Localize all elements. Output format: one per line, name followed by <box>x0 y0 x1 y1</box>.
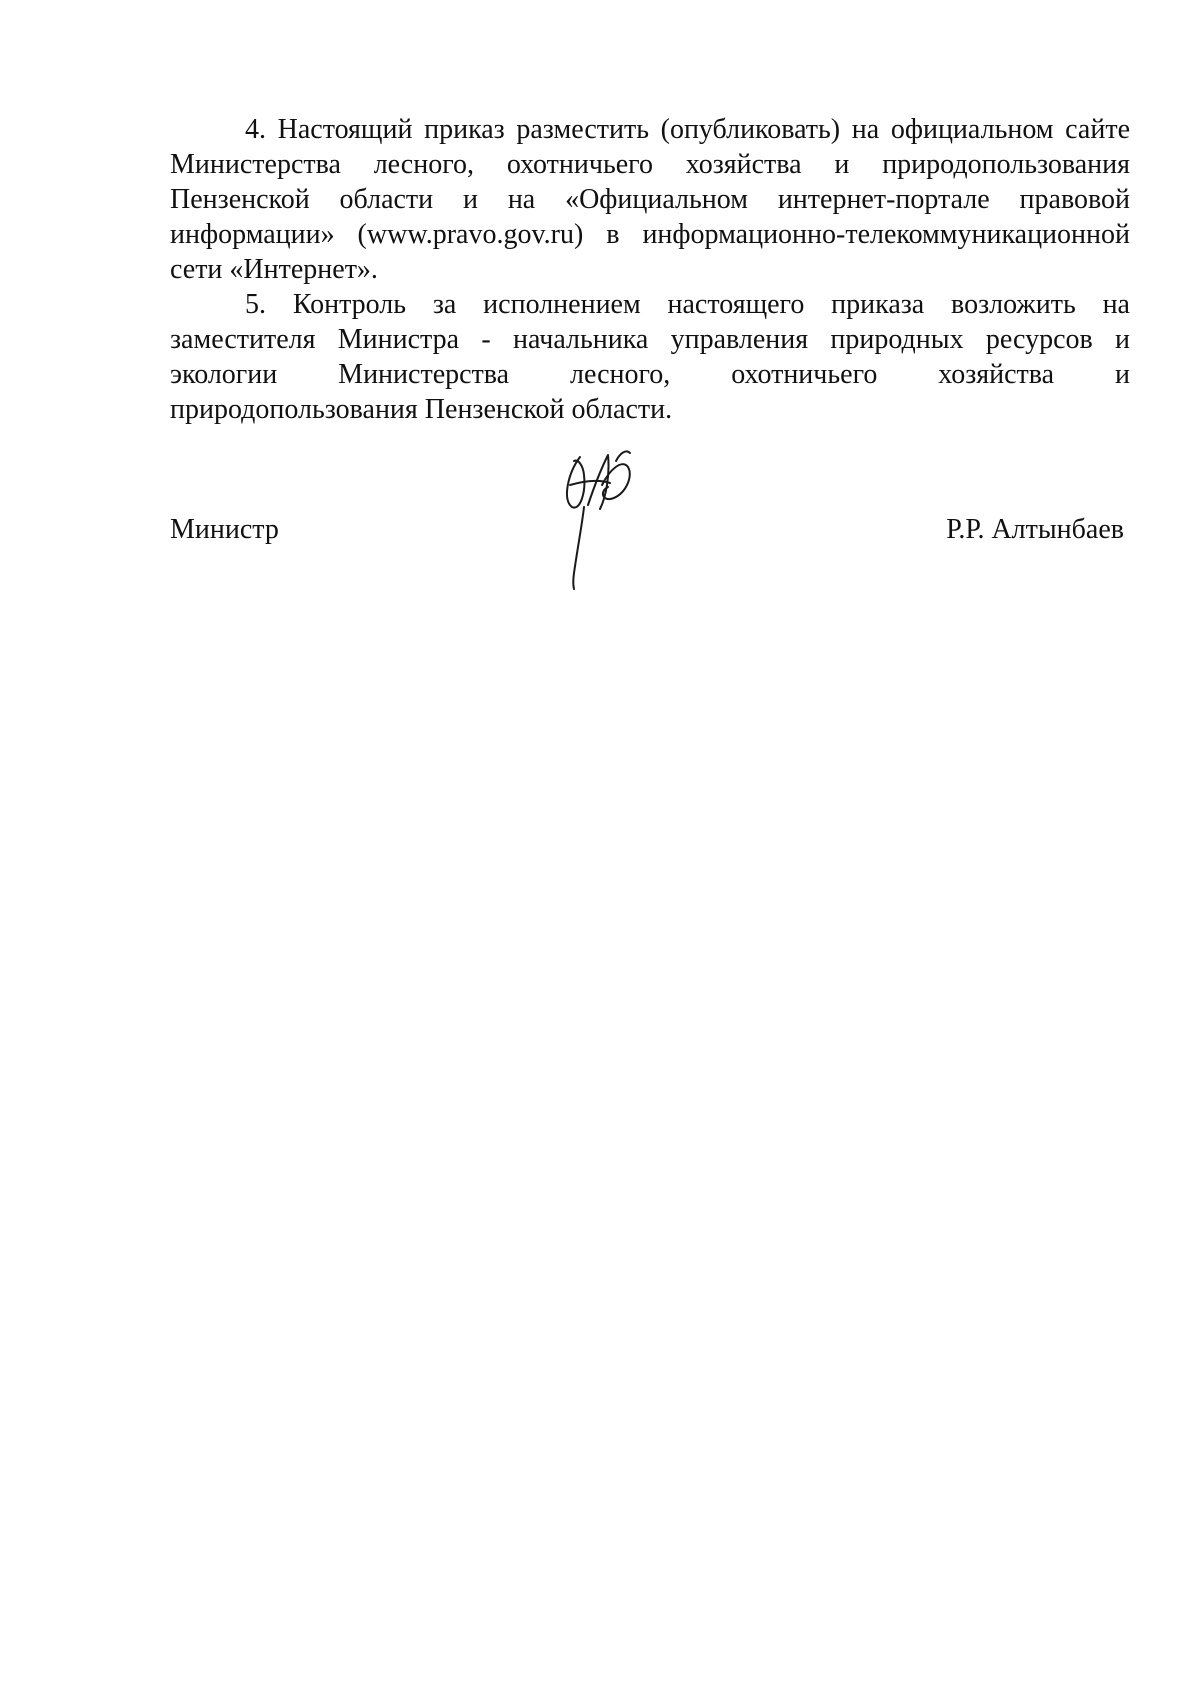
paragraph-line: экологии Министерства лесного, охотничьего хозяйства и <box>170 359 1130 390</box>
signatory-name: Р.Р. Алтынбаев <box>946 514 1124 545</box>
paragraph-4 <box>170 112 1130 287</box>
document-body <box>170 112 1130 427</box>
signatory-title: Министр <box>170 514 279 545</box>
paragraph-line: 4. Настоящий приказ разместить (опубликовать) на официальном сайте <box>245 114 1130 145</box>
handwritten-signature <box>550 445 650 595</box>
paragraph-line: Пензенской области и на «Официальном интернет-портале правовой <box>170 184 1130 215</box>
signature-block <box>170 510 1130 550</box>
paragraph-line: природопользования Пензенской области. <box>170 394 673 425</box>
paragraph-line: 5. Контроль за исполнением настоящего приказа возложить на <box>245 289 1130 320</box>
paragraph-line: сети «Интернет». <box>170 254 378 285</box>
paragraph-line: Министерства лесного, охотничьего хозяйства и природопользования <box>170 149 1130 180</box>
paragraph-line: информации» (www.pravo.gov.ru) в информационно-телекоммуникационной <box>170 219 1130 250</box>
paragraph-line: заместителя Министра - начальника управления природных ресурсов и <box>170 324 1130 355</box>
paragraph-5 <box>170 287 1130 427</box>
